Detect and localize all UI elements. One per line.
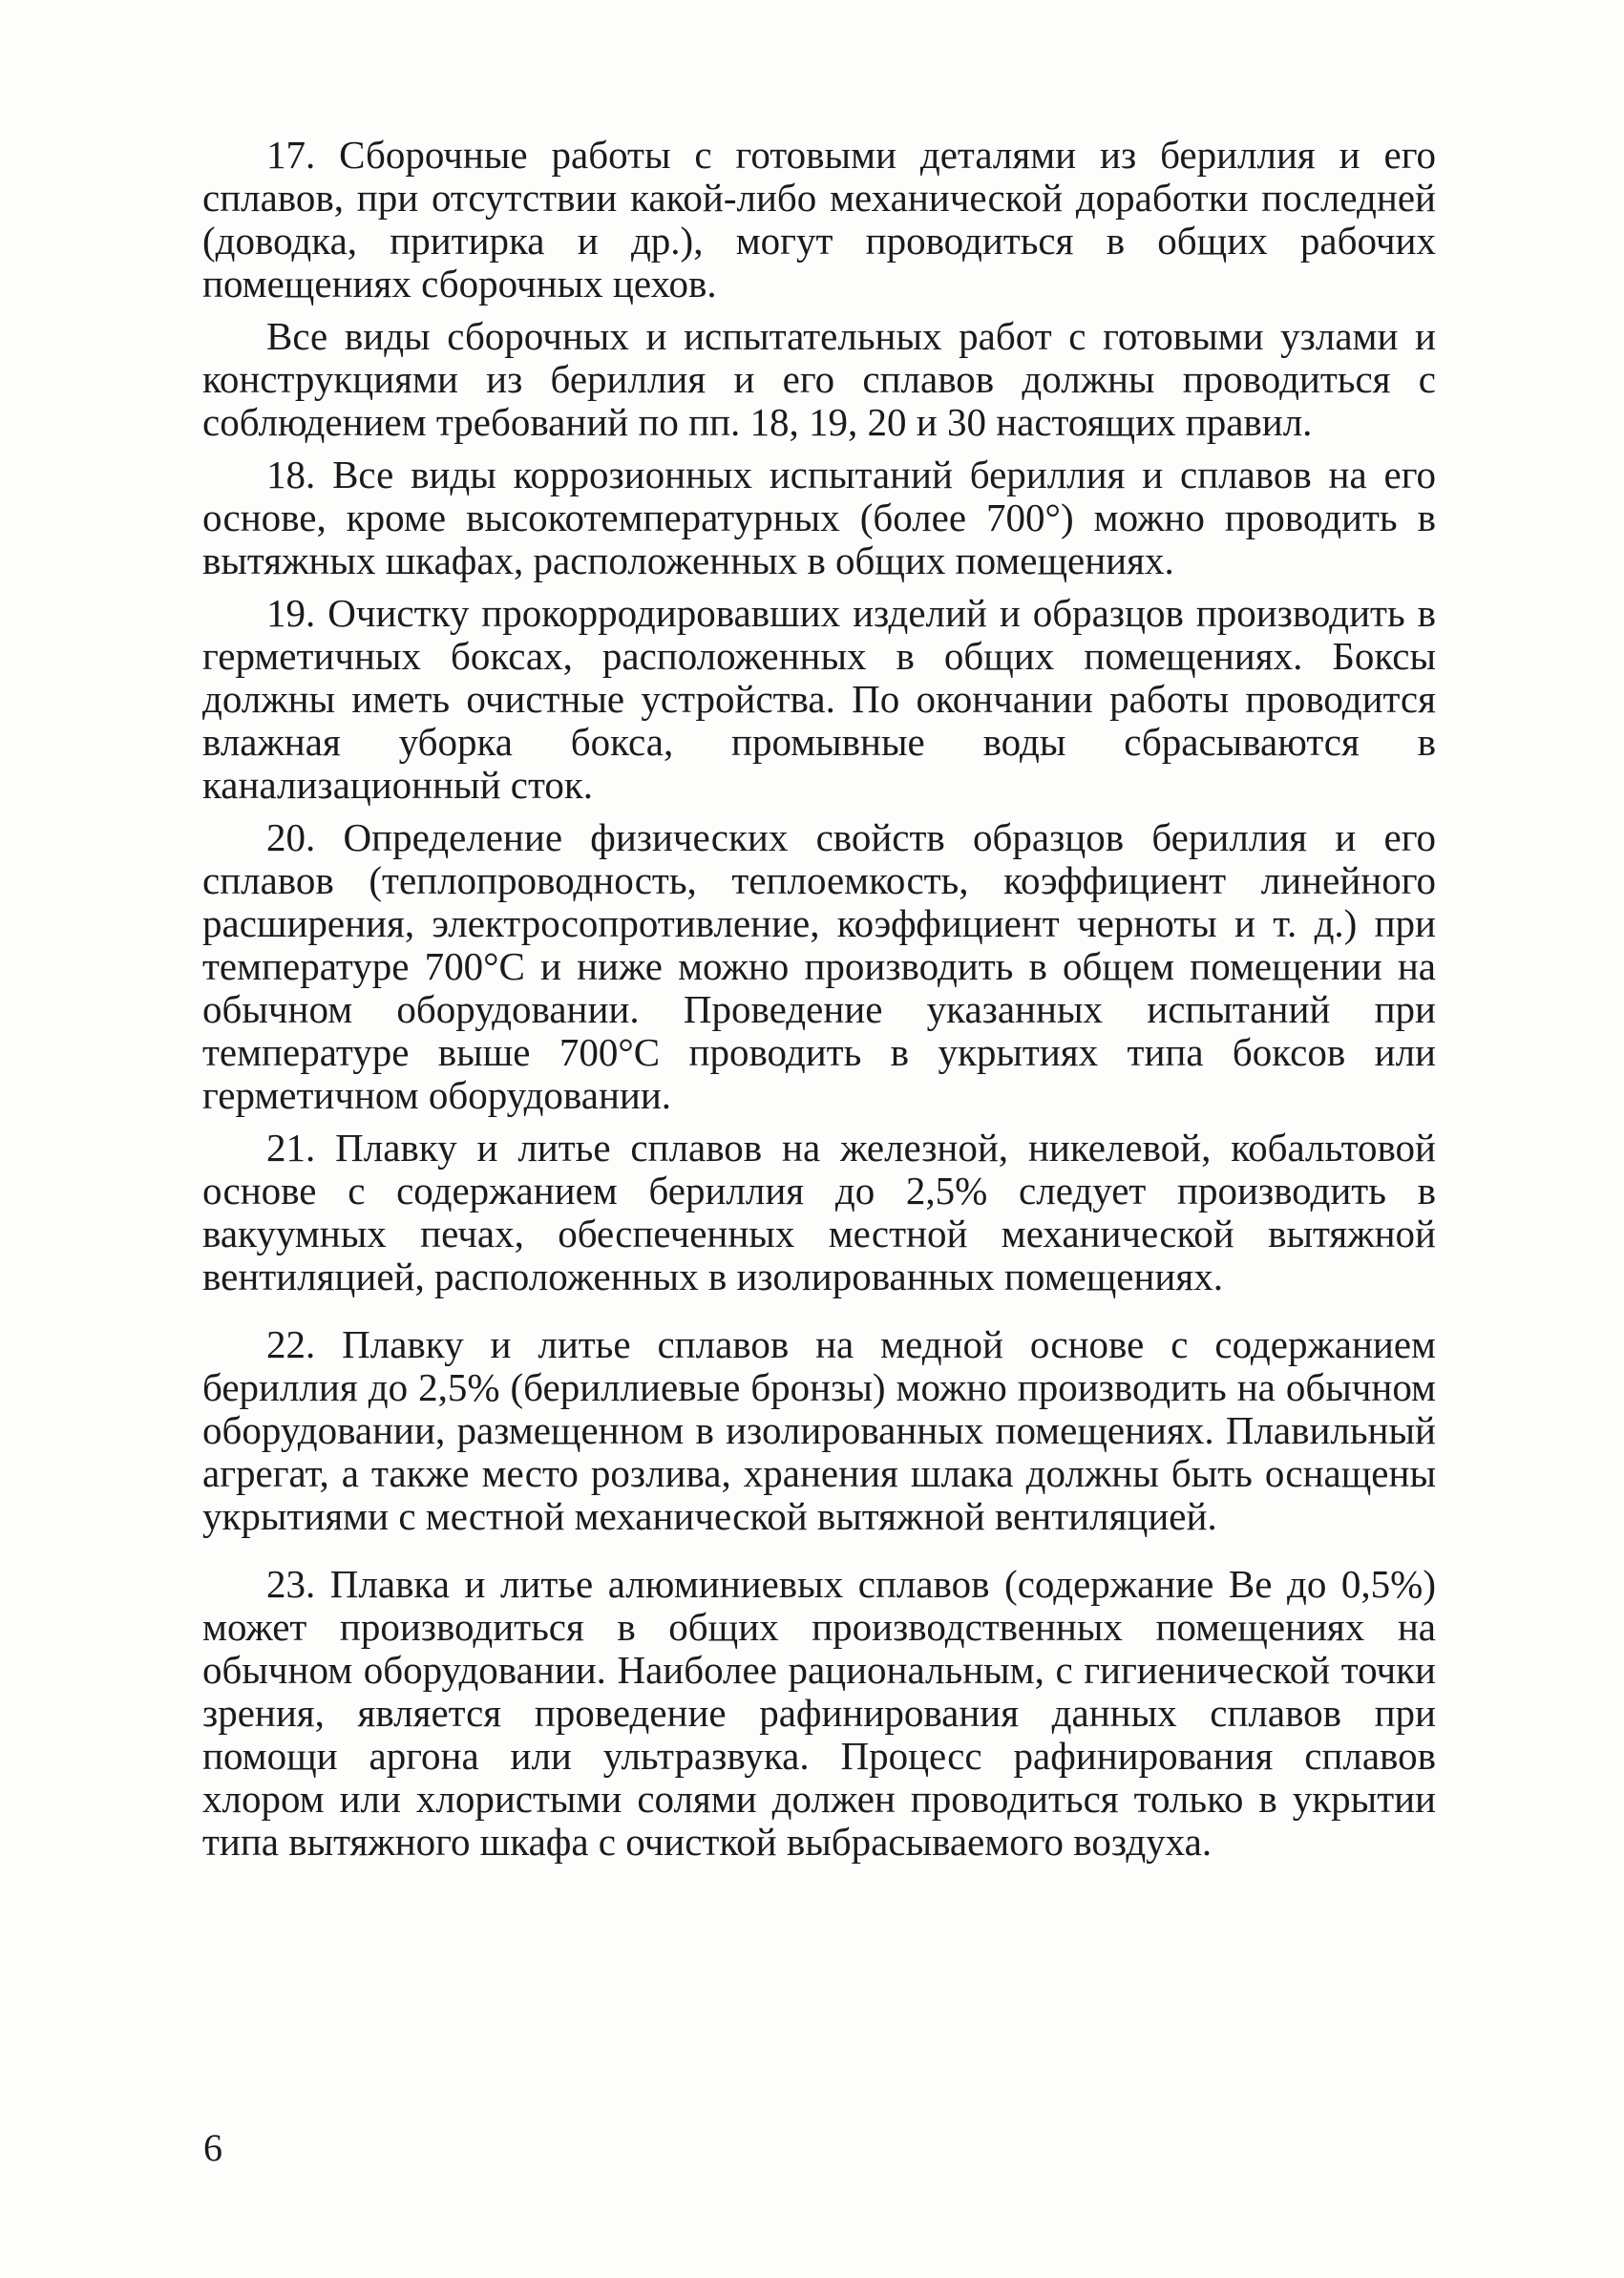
paragraph-17: 17. Сборочные работы с готовыми деталями из бериллия и его сплавов, при отсутствии какой-либо механической доработки последней (доводка, притирка и др.), могут проводиться в общих рабочих помещениях сборочных цехов. xyxy=(202,133,1436,306)
paragraph-17-continued: Все виды сборочных и испытательных работ с готовыми узлами и конструкциями из бериллия и его сплавов должны проводиться с соблюдением требований по пп. 18, 19, 20 и 30 настоящих правил. xyxy=(202,314,1436,444)
body-text xyxy=(202,134,1436,1871)
paragraph-22: 22. Плавку и литье сплавов на медной основе с содержанием бериллия до 2,5% (бериллиевые бронзы) можно производить на обычном оборудовании, размещенном в изолированных помещениях. Плавильный агрегат, а также место розлива, хранения шлака должны быть оснащены укрытиями с местной механической вытяжной вентиляцией. xyxy=(202,1322,1436,1538)
paragraph-18: 18. Все виды коррозионных испытаний бериллия и сплавов на его основе, кроме высокотемпературных (более 700°) можно проводить в вытяжных шкафах, расположенных в общих помещениях. xyxy=(202,453,1436,582)
paragraph-23: 23. Плавка и литье алюминиевых сплавов (содержание Ве до 0,5%) может производиться в общих производственных помещениях на обычном оборудовании. Наиболее рациональным, с гигиенической точки зрения, является проведение рафинирования данных сплавов при помощи аргона или ультразвука. Процесс рафинирования сплавов хлором или хлористыми солями должен проводиться только в укрытии типа вытяжного шкафа с очисткой выбрасываемого воздуха. xyxy=(202,1562,1436,1864)
paragraph-19: 19. Очистку прокорродировавших изделий и образцов производить в герметичных боксах, расположенных в общих помещениях. Боксы должны иметь очистные устройства. По окончании работы проводится влажная уборка бокса, промывные воды сбрасываются в канализационный сток. xyxy=(202,591,1436,807)
paragraph-21: 21. Плавку и литье сплавов на железной, никелевой, кобальтовой основе с содержанием бериллия до 2,5% следует производить в вакуумных печах, обеспеченных местной механической вытяжной вентиляцией, расположенных в изолированных помещениях. xyxy=(202,1126,1436,1298)
page-number: 6 xyxy=(203,2126,222,2169)
paragraph-20: 20. Определение физических свойств образцов бериллия и его сплавов (теплопроводность, теплоемкость, коэффициент линейного расширения, электросопротивление, коэффициент черноты и т. д.) при температуре 700°С и ниже можно производить в общем помещении на обычном оборудовании. Проведение указанных испытаний при температуре выше 700°С проводить в укрытиях типа боксов или герметичном оборудовании. xyxy=(202,815,1436,1117)
